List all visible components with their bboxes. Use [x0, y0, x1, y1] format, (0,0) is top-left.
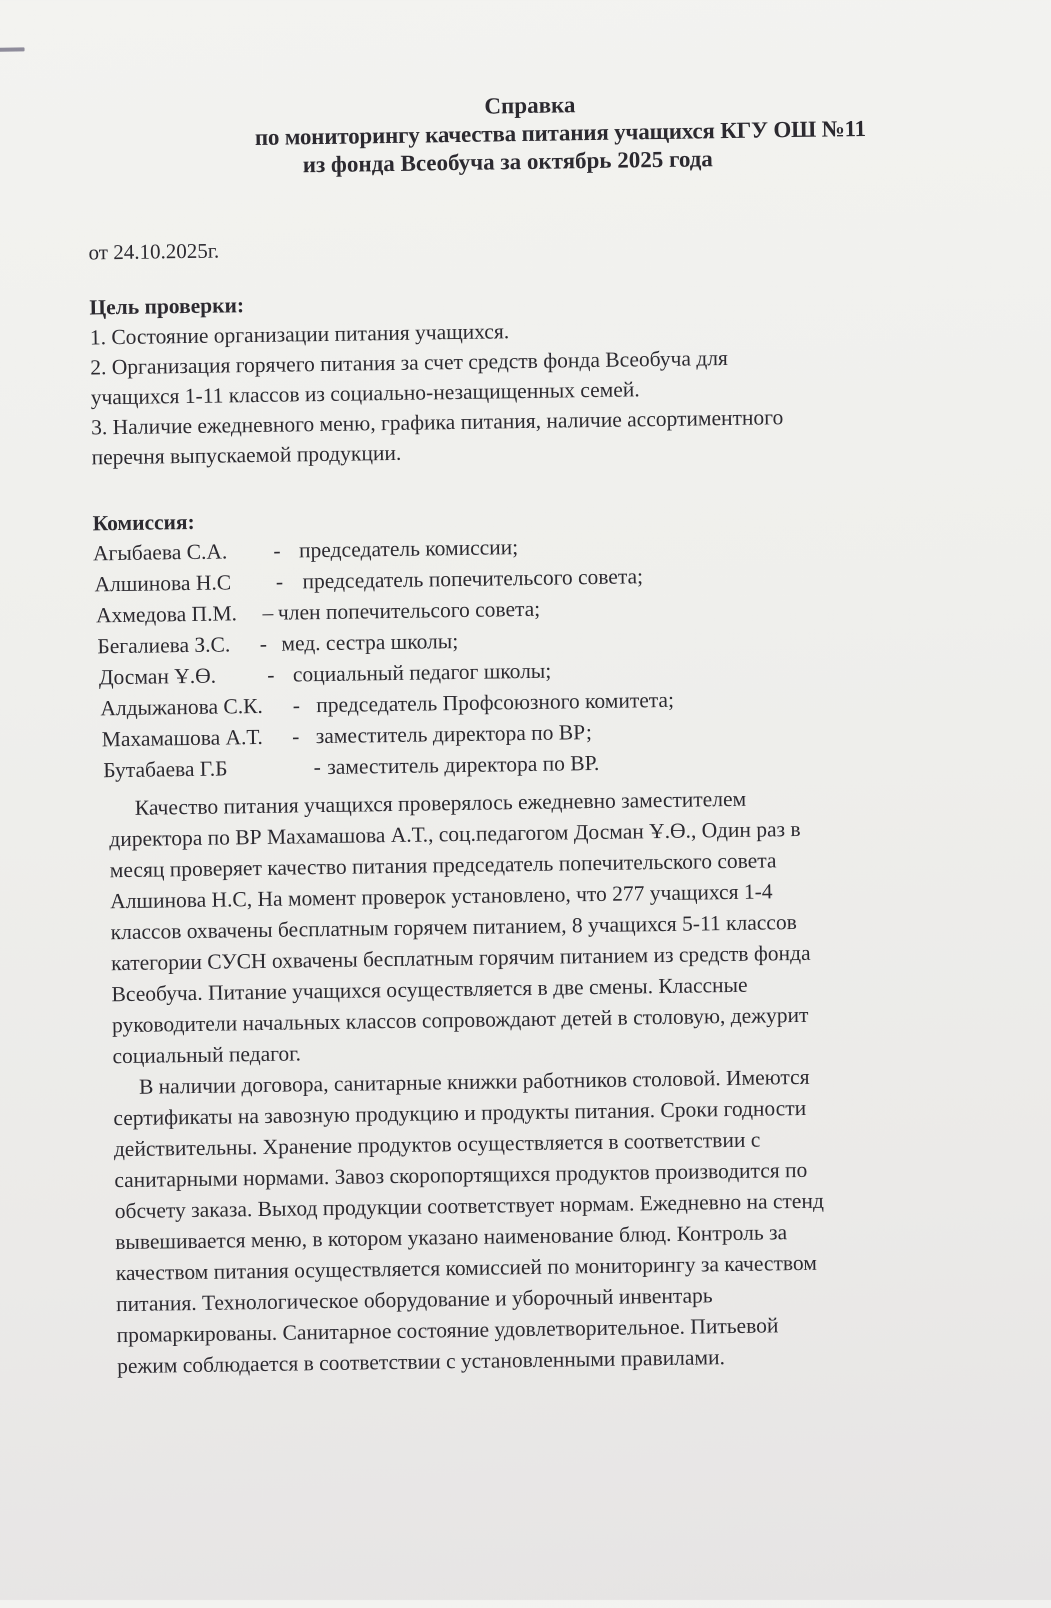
body-line: категории СУСН охвачены бесплатным горячим питанием из средств фонда	[110, 940, 811, 976]
member-dash: -	[313, 755, 321, 780]
commission-section	[92, 500, 675, 787]
body-line: качеством питания осуществляется комиссией по мониторингу за качеством	[115, 1250, 818, 1286]
member-name: Бутабаева Г.Б	[103, 756, 228, 783]
body-line: социальный педагог.	[112, 1041, 302, 1069]
body-line: режим соблюдается в соответствии с установленными правилами.	[116, 1345, 726, 1379]
body-line: руководители начальных классов сопровождают детей в столовую, дежурит	[111, 1002, 809, 1038]
member-role: мед. сестра школы;	[281, 629, 459, 656]
body-line: обсчету заказа. Выход продукции соответствует нормам. Ежедневно на стенд	[114, 1188, 824, 1224]
member-role: социальный педагог школы;	[292, 658, 552, 687]
member-dash: -	[273, 538, 281, 563]
member-role: заместитель директора по ВР;	[315, 720, 593, 749]
title-line-2: по мониторингу качества питания учащихся КГУ ОШ №11	[254, 115, 867, 150]
document-title	[0, 84, 1046, 184]
member-role: председатель Профсоюзного комитета;	[316, 687, 675, 718]
document-date: от 24.10.2025г.	[88, 238, 220, 265]
body-line: сертификаты на завозную продукцию и продукты питания. Сроки годности	[113, 1095, 807, 1131]
report-body	[109, 779, 1048, 1382]
member-role: член попечительсого совета;	[277, 596, 541, 625]
body-line: вывешивается меню, в котором указано наименование блюд. Контроль за	[115, 1220, 788, 1255]
body-line: действительны. Хранение продуктов осуществляется в соответствии с	[113, 1127, 761, 1162]
member-name: Ахмедова П.М.	[95, 601, 238, 628]
goals-heading: Цель проверки:	[89, 293, 245, 320]
member-dash: -	[292, 724, 300, 749]
body-line: питания. Технологическое оборудование и уборочный инвентарь	[116, 1283, 713, 1317]
member-name: Алдыжанова С.К.	[100, 693, 264, 721]
goal-line: 3. Наличие ежедневного меню, графика питания, наличие ассортиментного	[90, 405, 784, 440]
corner-mark	[0, 47, 25, 51]
member-dash: -	[267, 662, 275, 687]
goal-line: учащихся 1-11 классов из социально-незащищенных семей.	[90, 377, 640, 410]
member-name: Махамашова А.Т.	[101, 724, 263, 752]
goal-line: перечня выпускаемой продукции.	[91, 440, 402, 470]
member-dash: –	[262, 600, 274, 625]
member-dash: -	[259, 631, 268, 656]
body-line: В наличии договора, санитарные книжки работников столовой. Имеются	[138, 1064, 810, 1099]
goals-section	[89, 282, 784, 472]
body-line: Всеобуча. Питание учащихся осуществляется в две смены. Классные	[111, 972, 748, 1007]
member-role: заместитель директора по ВР.	[327, 750, 600, 779]
member-name: Досман Ұ.Ө.	[98, 663, 217, 690]
body-line: месяц проверяет качество питания председатель попечительского совета	[109, 848, 777, 883]
member-name: Агыбаева С.А.	[92, 539, 228, 566]
commission-heading: Комиссия:	[92, 509, 195, 536]
goal-line: 2. Организация горячего питания за счет средств фонда Всеобуча для	[90, 345, 729, 380]
title-line-3: из фонда Всеобуча за октябрь 2025 года	[302, 146, 714, 178]
body-line: Алшинова Н.С, На момент проверок установлено, что 277 учащихся 1-4	[110, 879, 773, 914]
body-line: директора по ВР Махамашова А.Т., соц.педагогом Досман Ұ.Ө., Один раз в	[109, 816, 801, 852]
goal-line: 1. Состояние организации питания учащихся.	[89, 319, 510, 350]
body-line: санитарными нормами. Завоз скоропортящихся продуктов производится по	[114, 1157, 808, 1193]
member-name: Алшинова Н.С	[94, 570, 232, 597]
member-dash: -	[292, 693, 301, 718]
body-line: классов охвачены бесплатным горячем питанием, 8 учащихся 5-11 классов	[110, 910, 797, 945]
body-line: Качество питания учащихся проверялось ежедневно заместителем	[134, 786, 747, 820]
member-name: Бегалиева З.С.	[97, 632, 231, 659]
title-line-1: Справка	[484, 92, 576, 119]
member-dash: -	[275, 569, 284, 594]
member-role: председатель комиссии;	[298, 535, 519, 563]
member-role: председатель попечительсого совета;	[302, 564, 644, 594]
body-line: промаркированы. Санитарное состояние удовлетворительное. Питьевой	[116, 1313, 779, 1348]
